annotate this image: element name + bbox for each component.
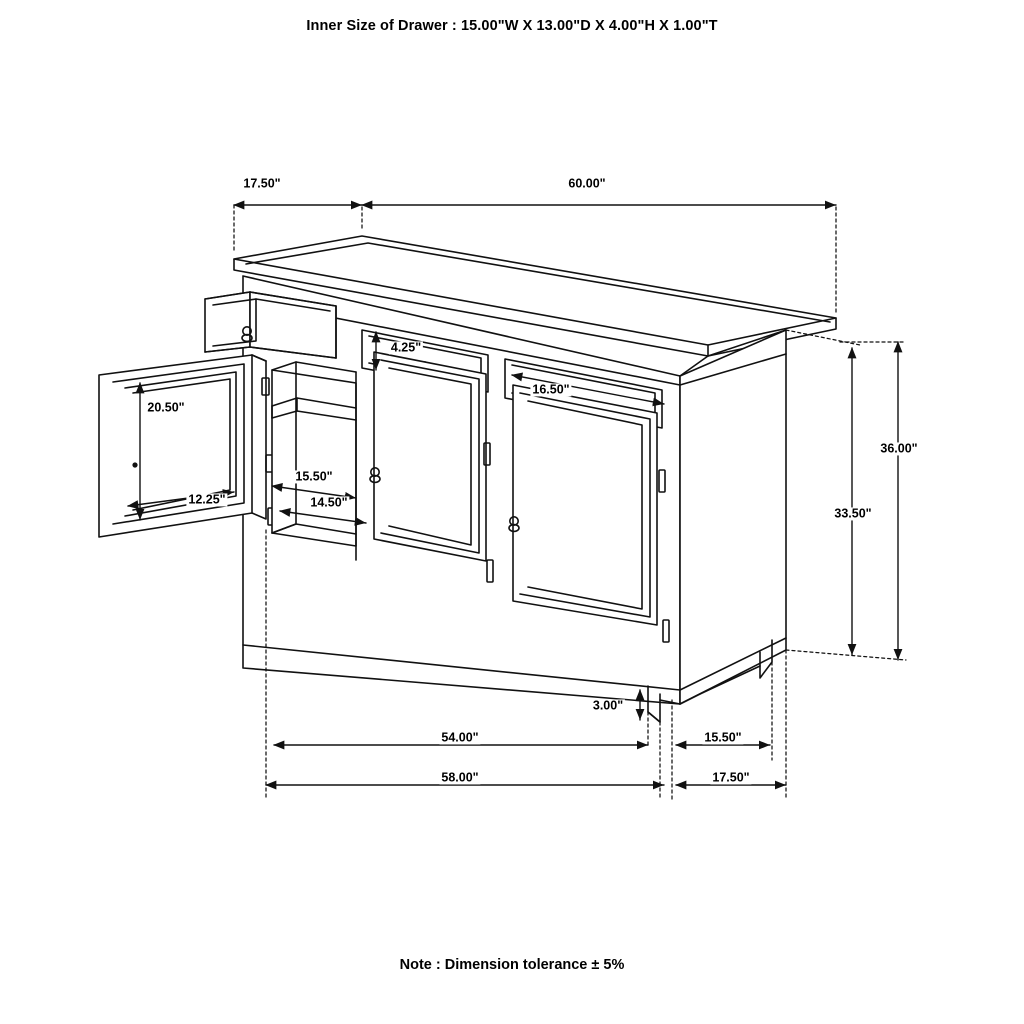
tolerance-note: Note : Dimension tolerance ± 5% xyxy=(399,957,625,973)
dim-label-shelf-depth-upper: 15.50" xyxy=(295,469,333,484)
dim-label-side-depth-lower: 15.50" xyxy=(704,730,742,745)
dim-label-shelf-depth-lower: 14.50" xyxy=(310,495,348,510)
dim-label-drawer-height: 4.25" xyxy=(390,340,422,355)
dim-label-total-height: 36.00" xyxy=(880,441,918,456)
dim-label-base-width: 54.00" xyxy=(441,730,479,745)
dim-label-door-inner-height: 20.50" xyxy=(147,400,185,415)
dim-label-drawer-width-right: 16.50" xyxy=(532,382,570,397)
page-title: Inner Size of Drawer : 15.00"W X 13.00"D X 4.00"H X 1.00"T xyxy=(306,18,718,34)
dim-label-door-inner-width: 12.25" xyxy=(188,492,226,507)
dim-label-case-height: 33.50" xyxy=(834,506,872,521)
dim-label-top-width: 60.00" xyxy=(568,176,606,191)
dim-label-top-depth-left: 17.50" xyxy=(243,176,281,191)
dim-label-leg-height: 3.00" xyxy=(592,698,624,713)
dim-label-overall-depth: 17.50" xyxy=(712,770,750,785)
dim-label-overall-width: 58.00" xyxy=(441,770,479,785)
